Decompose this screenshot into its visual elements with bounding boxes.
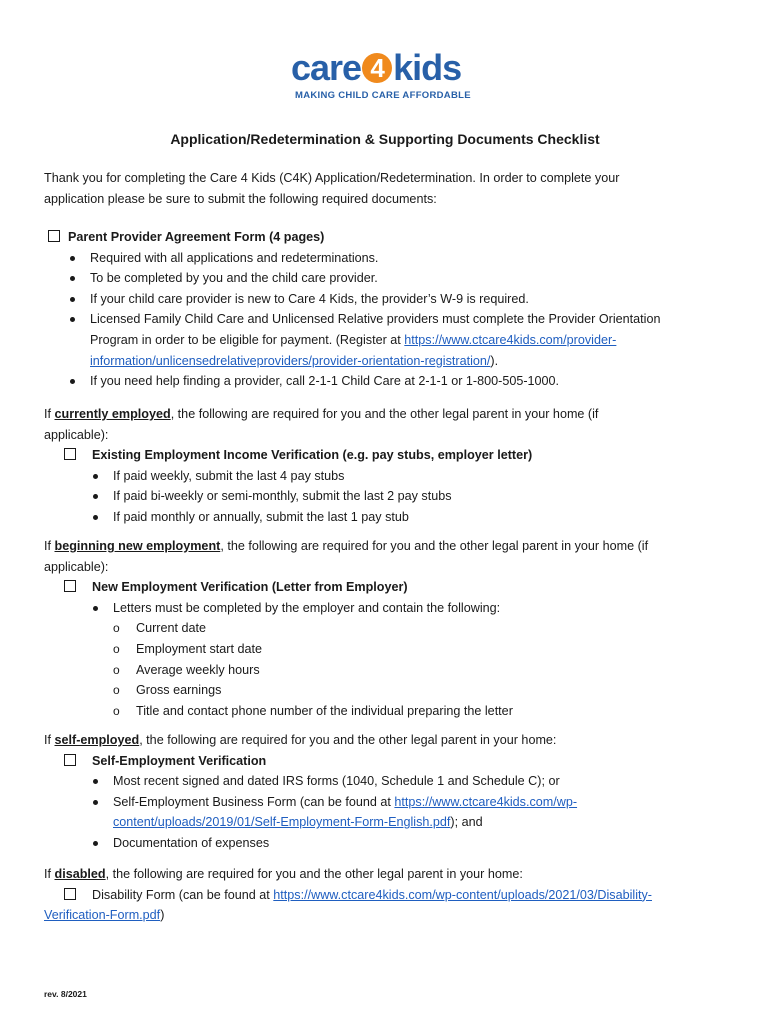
bullet-icon [93,494,98,499]
list-item: Licensed Family Child Care and Unlicensed Relative providers must complete the Provider Orientation Program in order to be eligible for payment. (Register at https://www.ctcare4kids.com/provider- information/unlicensedrelativeproviders/provider-orientation-registration/). [90,309,744,371]
disability-checkbox-item[interactable]: Disability Form (can be found at https://www.ctcare4kids.com/wp-content/uploads/2021/03/Disability- [44,885,744,906]
self-employment-section: If self-employed, the following are required for you and the other legal parent in your home: Self-Employment Verification Most recent signed and dated IRS forms (1040, Schedule 1 and Schedule C); or Self-Employment Business Form (can be found at https://www.ctcare4kids.com/wp- content/uploads/2019/01/Self-Employment-Form-English.pdf); and Documentation of expenses [44,730,744,854]
new-employment-bullets [44,598,744,722]
logo-four-circle: 4 [362,53,392,83]
bullet-icon [93,606,98,611]
employment-bullets [44,466,744,528]
logo-kids: kids [393,47,462,88]
circle-bullet-icon: o [113,621,120,636]
self-employment-form-link-cont[interactable]: content/uploads/2019/01/Self-Employment-Form-English.pdf [113,815,451,830]
employed-section: If currently employed, the following are required for you and the other legal parent in your home (if applicable): Existing Employment Income Verification (e.g. pay stubs, employer letter) If paid weekly, submit the last 4 pay stubs If paid bi-weekly or semi-monthly, submit the last 2 pay stubs If paid monthly or annually, submit the last 1 pay stub [44,404,744,528]
logo-care: care [291,47,362,88]
list-item: Self-Employment Business Form (can be found at https://www.ctcare4kids.com/wp- content/uploads/2019/01/Self-Employment-Form-English.pdf); and [113,792,744,833]
logo-tagline: MAKING CHILD CARE AFFORDABLE [295,90,471,101]
new-employment-section: If beginning new employment, the following are required for you and the other legal parent in your home (if applicable): New Employment Verification (Letter from Employer) Letters must be completed by the employer and contain the following: o Current date o Employment start date o Average weekly hours o Gross earnings o Title and contact phone number of the individual preparing the letter [44,536,744,721]
self-employment-checkbox-item[interactable] [44,751,744,772]
new-employment-checkbox-item[interactable] [44,577,744,598]
circle-bullet-icon: o [113,683,120,698]
list-item: Letters must be completed by the employer and contain the following: [113,598,744,619]
intro-line: Thank you for completing the Care 4 Kids (C4K) Application/Redetermination. In order to complete your [44,171,620,185]
ppa-checkbox-item[interactable] [44,227,744,248]
sub-list-item: o Gross earnings [136,680,744,701]
employment-checkbox-item[interactable] [44,445,744,466]
list-item: If you need help finding a provider, call 2-1-1 Child Care at 2-1-1 or 1-800-505-1000. [90,371,744,392]
checkbox-icon[interactable] [64,580,76,592]
list-item: If paid monthly or annually, submit the last 1 pay stub [113,507,744,528]
list-item: If paid weekly, submit the last 4 pay stubs [113,466,744,487]
sub-list-item: o Employment start date [136,639,744,660]
logo-wordmark [291,48,461,88]
circle-bullet-icon: o [113,703,120,718]
checkbox-icon[interactable] [64,448,76,460]
list-item: Documentation of expenses [113,833,744,854]
bullet-icon [70,379,75,384]
self-employed-emphasis: self-employed [54,733,140,747]
disability-form-link-cont[interactable]: Verification-Form.pdf [44,908,161,923]
sub-list-item: o Average weekly hours [136,660,744,681]
new-employment-emphasis: beginning new employment [54,539,221,553]
sub-list-item: o Title and contact phone number of the individual preparing the letter [136,701,744,722]
intro-paragraph [44,168,744,209]
list-item: To be completed by you and the child care provider. [90,268,744,289]
new-employment-heading: New Employment Verification (Letter from Employer) [92,580,408,595]
self-employment-bullets [44,771,744,853]
disabled-emphasis: disabled [54,867,106,881]
bullet-icon [93,841,98,846]
bullet-icon [93,515,98,520]
ppa-bullets [44,248,744,392]
bullet-icon [93,800,98,805]
employed-emphasis: currently employed [54,407,171,421]
checkbox-icon[interactable] [64,754,76,766]
disability-form-link[interactable]: https://www.ctcare4kids.com/wp-content/uploads/2021/03/Disability- [273,887,652,902]
bullet-icon [70,317,75,322]
revision-date: rev. 8/2021 [44,989,87,999]
intro-line: application please be sure to submit the following required documents: [44,191,437,206]
self-employment-form-link[interactable]: https://www.ctcare4kids.com/wp- [394,794,578,809]
bullet-icon [93,474,98,479]
circle-bullet-icon: o [113,662,120,677]
ppa-heading: Parent Provider Agreement Form (4 pages) [68,230,325,244]
self-employment-heading: Self-Employment Verification [92,753,267,768]
provider-orientation-link[interactable]: https://www.ctcare4kids.com/provider- [404,332,617,347]
checkbox-icon[interactable] [64,888,76,900]
letter-requirements [113,618,744,721]
list-item: Required with all applications and redeterminations. [90,248,744,269]
ppa-section [44,227,744,392]
list-item: Most recent signed and dated IRS forms (1040, Schedule 1 and Schedule C); or [113,771,744,792]
circle-bullet-icon: o [113,641,120,656]
disabled-section: If disabled, the following are required for you and the other legal parent in your home: Disability Form (can be found at https://www.ctcare4kids.com/wp-content/uploads/2021/03/Disability- Verification-Form.pdf) [44,864,744,926]
checkbox-icon[interactable] [48,230,60,242]
bullet-icon [93,779,98,784]
sub-list-item: o Current date [136,618,744,639]
list-item: If your child care provider is new to Care 4 Kids, the provider’s W-9 is required. [90,289,744,310]
employment-heading: Existing Employment Income Verification (e.g. pay stubs, employer letter) [92,448,533,463]
bullet-icon [70,256,75,261]
bullet-icon [70,297,75,302]
provider-orientation-link-cont[interactable]: information/unlicensedrelativeproviders/provider-orientation-registration/ [90,353,491,368]
list-item: If paid bi-weekly or semi-monthly, submit the last 2 pay stubs [113,486,744,507]
bullet-icon [70,276,75,281]
care4kids-logo [291,48,491,108]
page-title: Application/Redetermination & Supporting Documents Checklist [170,131,600,147]
